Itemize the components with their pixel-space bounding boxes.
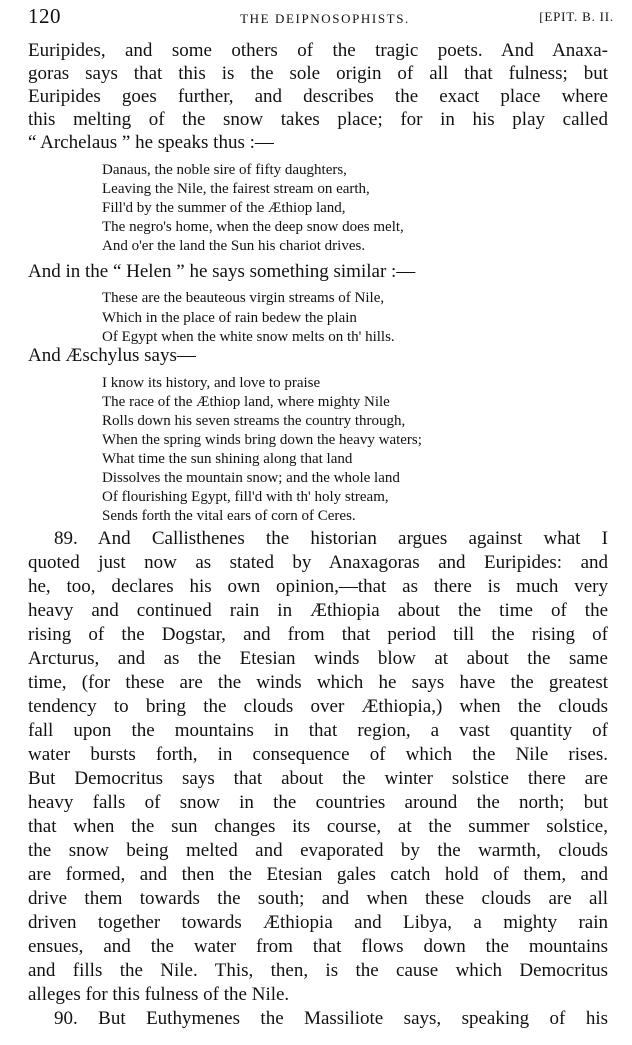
prose-line: rising of the Dogstar, and from that period till the rising of (28, 624, 608, 645)
prose-line: are formed, and then the Etesian gales catch hold of them, and (28, 864, 608, 885)
prose-line: water bursts forth, in consequence of which the Nile rises. (28, 744, 608, 765)
page-number: 120 (28, 4, 61, 28)
prose-line: And Æschylus says— (28, 345, 196, 366)
prose-line: Arcturus, and as the Etesian winds blow at about the same (28, 648, 608, 669)
verse-line: I know its history, and love to praise (102, 375, 321, 391)
verse-line: The race of the Æthiop land, where mighty Nile (102, 394, 390, 410)
verse-line: Leaving the Nile, the fairest stream on earth, (102, 181, 370, 197)
prose-line: driven together towards Æthiopia and Libya, a mighty rain (28, 912, 608, 933)
prose-line: fall upon the mountains in that region, a vast quantity of (28, 720, 608, 741)
prose-line: that when the sun changes its course, at the summer solstice, (28, 816, 608, 837)
verse-line: What time the sun shining along that land (102, 451, 353, 467)
prose-line: alleges for this fulness of the Nile. (28, 984, 290, 1005)
prose-line: and fills the Nile. This, then, is the cause which Democritus (28, 960, 608, 981)
verse-line: And o'er the land the Sun his chariot drives. (102, 238, 366, 254)
prose-line: Euripides, and some others of the tragic poets. And Anaxa- (28, 40, 608, 61)
verse-line: When the spring winds bring down the heavy waters; (102, 432, 422, 448)
section-reference: [EPIT. B. II. (539, 9, 614, 24)
prose-line: heavy falls of snow in the countries around the north; but (28, 792, 608, 813)
prose-line: But Democritus says that about the winter solstice there are (28, 768, 608, 789)
prose-line: goras says that this is the sole origin of all that fulness; but (28, 63, 608, 84)
prose-line: the snow being melted and evaporated by the warmth, clouds (28, 840, 608, 861)
prose-line: he, too, declares his own opinion,—that as there is much very (28, 576, 608, 597)
verse-line: Sends forth the vital ears of corn of Ceres. (102, 508, 356, 524)
section-89-start: 89. And Callisthenes the historian argues against what I (54, 528, 608, 549)
verse-line: These are the beauteous virgin streams of Nile, (102, 290, 385, 306)
prose-line: And in the “ Helen ” he says something similar :— (28, 261, 416, 282)
prose-line: quoted just now as stated by Anaxagoras and Euripides: and (28, 552, 608, 573)
verse-line: Danaus, the noble sire of fifty daughters, (102, 162, 347, 178)
prose-line: “ Archelaus ” he speaks thus :— (28, 132, 274, 153)
verse-line: Fill'd by the summer of the Æthiop land, (102, 200, 346, 216)
verse-line: Dissolves the mountain snow; and the whole land (102, 470, 400, 486)
prose-line: Euripides goes further, and describes the exact place where (28, 86, 608, 107)
verse-line: The negro's home, when the deep snow does melt, (102, 219, 404, 235)
verse-line: Of Egypt when the white snow melts on th' hills. (102, 329, 395, 345)
prose-line: tendency to bring the clouds over Æthiopia,) when the clouds (28, 696, 608, 717)
running-header (28, 4, 614, 32)
verse-line: Of flourishing Egypt, fill'd with th' holy stream, (102, 489, 389, 505)
running-title: THE DEIPNOSOPHISTS. (240, 11, 410, 26)
prose-line: drive them towards the south; and when these clouds are all (28, 888, 608, 909)
verse-line: Rolls down his seven streams the country through, (102, 413, 406, 429)
verse-line: Which in the place of rain bedew the plain (102, 310, 357, 326)
section-90-start: 90. But Euthymenes the Massiliote says, speaking of his (54, 1008, 608, 1029)
prose-line: heavy and continued rain in Æthiopia about the time of the (28, 600, 608, 621)
prose-line: ensues, and the water from that flows down the mountains (28, 936, 608, 957)
prose-line: time, (for these are the winds which he says have the greatest (28, 672, 608, 693)
prose-line: this melting of the snow takes place; for in his play called (28, 109, 608, 130)
